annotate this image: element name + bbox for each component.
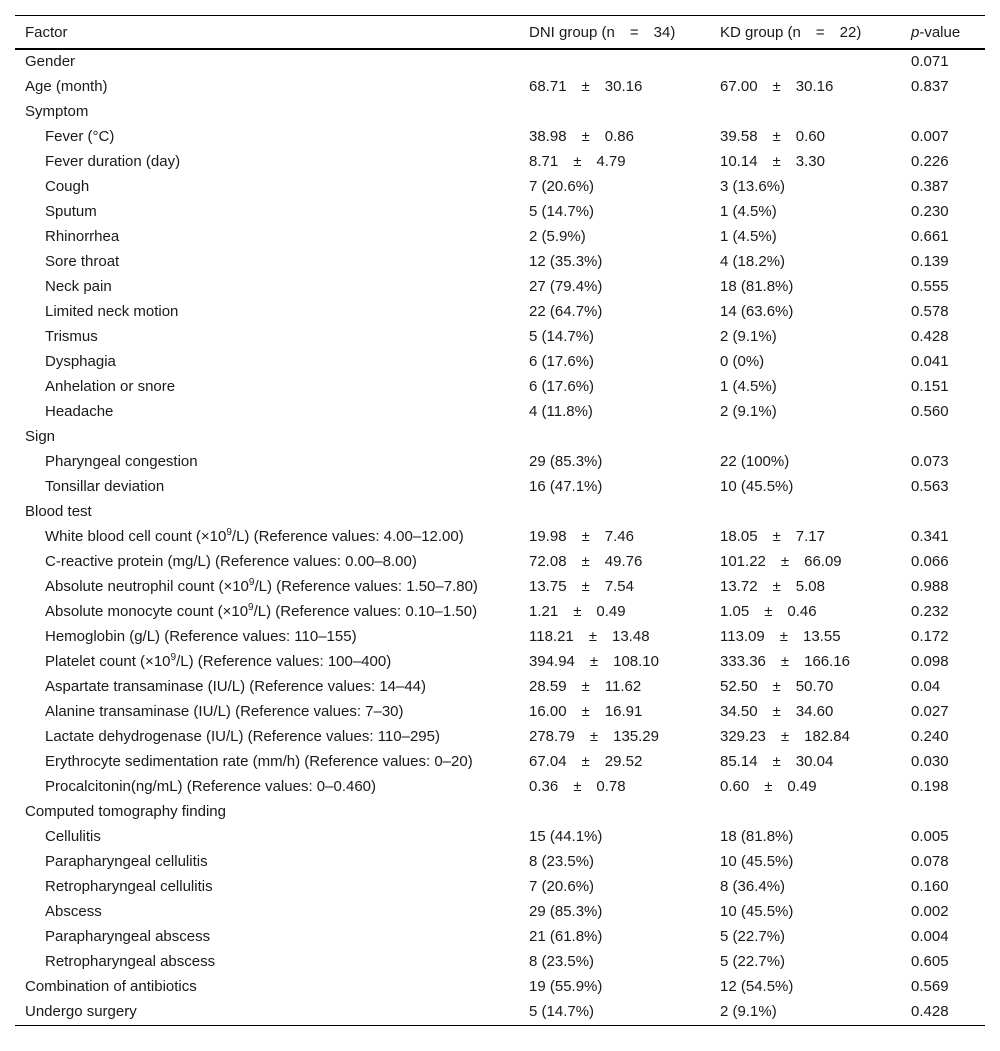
factor-label: Retropharyngeal cellulitis: [45, 878, 213, 895]
cell-dni-value: 21 (61.8%): [529, 928, 603, 945]
cell-factor: [15, 275, 519, 300]
cell-kd-value: 2 (9.1%): [720, 328, 777, 345]
cell-kd-value: 18 (81.8%): [720, 828, 794, 845]
cell-p-value: 0.073: [911, 453, 949, 470]
factor-label-post: /L) (Reference values: 1.50–7.80): [254, 578, 478, 595]
table-row: [15, 525, 985, 550]
cell-factor: [15, 675, 519, 700]
cell-kd-value: 329.23 ± 182.84: [720, 728, 850, 745]
table-row: [15, 500, 985, 525]
factor-label: Aspartate transaminase (IU/L) (Reference values: 14–44): [45, 678, 427, 695]
factor-label: Sputum: [45, 203, 97, 220]
cell-dni-value: 22 (64.7%): [529, 303, 603, 320]
cell-factor: [15, 650, 519, 675]
cell-p-value: 0.041: [911, 353, 949, 370]
cell-kd-value: [710, 500, 901, 525]
factor-label: Age (month): [25, 78, 108, 95]
cell-kd-value: 10.14 ± 3.30: [720, 153, 825, 170]
cell-p-value: 0.341: [911, 528, 949, 545]
cell-factor: [15, 400, 519, 425]
cell-p-value: 0.007: [911, 128, 949, 145]
cell-kd-value: 22 (100%): [720, 453, 790, 470]
cell-dni-value: 118.21 ± 13.48: [529, 628, 650, 645]
cell-dni-value: 72.08 ± 49.76: [529, 553, 643, 570]
factor-label-pre: Absolute monocyte count (×10: [45, 603, 249, 620]
cell-kd-value: 2 (9.1%): [720, 403, 777, 420]
cell-dni-value: [519, 800, 710, 825]
table-row: [15, 1000, 985, 1026]
factor-label-pre: Absolute neutrophil count (×10: [45, 578, 249, 595]
cell-p-value: 0.172: [911, 628, 949, 645]
cell-kd-value: 67.00 ± 30.16: [720, 78, 834, 95]
cell-kd-value: 0 (0%): [720, 353, 765, 370]
factor-label: Fever duration (day): [45, 153, 181, 170]
factor-label: Cellulitis: [45, 828, 101, 845]
cell-kd-value: [710, 425, 901, 450]
cell-factor: [15, 800, 519, 825]
cell-dni-value: 5 (14.7%): [529, 328, 595, 345]
factor-label: Lactate dehydrogenase (IU/L) (Reference values: 110–295): [45, 728, 440, 745]
factor-label-post: /L) (Reference values: 0.10–1.50): [253, 603, 478, 620]
cell-dni-value: [519, 49, 710, 75]
cell-p-value: 0.837: [911, 78, 949, 95]
table-row: [15, 925, 985, 950]
factor-label: C-reactive protein (mg/L) (Reference values: 0.00–8.00): [45, 553, 417, 570]
header-p-italic: p: [911, 23, 920, 41]
cell-dni-value: 8.71 ± 4.79: [529, 153, 626, 170]
cell-kd-value: 52.50 ± 50.70: [720, 678, 834, 695]
factor-label: Erythrocyte sedimentation rate (mm/h) (Reference values: 0–20): [45, 753, 473, 770]
table-row: [15, 275, 985, 300]
cell-kd-value: 14 (63.6%): [720, 303, 794, 320]
table-row: [15, 850, 985, 875]
table-row: [15, 725, 985, 750]
cell-p-value: 0.002: [911, 903, 949, 920]
factor-label: Parapharyngeal cellulitis: [45, 853, 208, 870]
cell-kd-value: [710, 800, 901, 825]
factor-label: Anhelation or snore: [45, 378, 176, 395]
cell-p-value: [901, 100, 985, 125]
cell-p-value: 0.560: [911, 403, 949, 420]
factor-label: Gender: [25, 53, 76, 70]
cell-factor: [15, 550, 519, 575]
cell-p-value: 0.198: [911, 778, 949, 795]
cell-dni-value: 2 (5.9%): [529, 228, 586, 245]
cell-dni-value: 278.79 ± 135.29: [529, 728, 659, 745]
cell-dni-value: [519, 100, 710, 125]
comparison-table: [15, 15, 985, 1026]
cell-p-value: 0.569: [911, 978, 949, 995]
factor-label: Symptom: [25, 103, 89, 120]
cell-factor: [15, 600, 519, 625]
factor-label: Procalcitonin(ng/mL) (Reference values: 0–0.460): [45, 778, 377, 795]
cell-factor: [15, 375, 519, 400]
cell-kd-value: 333.36 ± 166.16: [720, 653, 850, 670]
cell-dni-value: 8 (23.5%): [529, 953, 595, 970]
cell-kd-value: 8 (36.4%): [720, 878, 786, 895]
cell-dni-value: 5 (14.7%): [519, 1000, 710, 1026]
table-row: [15, 700, 985, 725]
table-row: [15, 350, 985, 375]
table-row: [15, 375, 985, 400]
cell-factor: [15, 725, 519, 750]
table-row: [15, 675, 985, 700]
cell-dni-value: 67.04 ± 29.52: [529, 753, 643, 770]
cell-factor: [15, 150, 519, 175]
cell-factor: [15, 450, 519, 475]
cell-p-value: 0.139: [911, 253, 949, 270]
cell-factor: [15, 175, 519, 200]
factor-label-sup: 9: [248, 602, 254, 613]
factor-label: Hemoglobin (g/L) (Reference values: 110–155): [45, 628, 357, 645]
table-row: [15, 325, 985, 350]
cell-factor: [15, 75, 519, 100]
cell-dni-value: 7 (20.6%): [529, 178, 595, 195]
cell-p-value: 0.005: [911, 828, 949, 845]
cell-factor: [15, 950, 519, 975]
cell-dni-value: 16.00 ± 16.91: [529, 703, 643, 720]
factor-label: Trismus: [45, 328, 98, 345]
cell-p-value: 0.563: [911, 478, 949, 495]
cell-kd-value: 113.09 ± 13.55: [720, 628, 841, 645]
factor-label: Undergo surgery: [25, 1003, 137, 1020]
cell-factor: [15, 225, 519, 250]
cell-p-value: 0.428: [911, 328, 949, 345]
factor-label: [25, 603, 477, 620]
cell-p-value: 0.030: [911, 753, 949, 770]
cell-factor: [15, 425, 519, 450]
cell-dni-value: 6 (17.6%): [529, 378, 595, 395]
cell-factor: [15, 575, 519, 600]
table-row: [15, 825, 985, 850]
cell-p-value: 0.232: [911, 603, 949, 620]
table-row: [15, 875, 985, 900]
factor-label: Alanine transaminase (IU/L) (Reference values: 7–30): [45, 703, 404, 720]
table-row: [15, 75, 985, 100]
cell-dni-value: 7 (20.6%): [529, 878, 595, 895]
cell-dni-value: 0.36 ± 0.78: [529, 778, 626, 795]
table-row: [15, 775, 985, 800]
cell-kd-value: 2 (9.1%): [710, 1000, 901, 1026]
table-row: [15, 425, 985, 450]
cell-dni-value: [519, 425, 710, 450]
cell-factor: [15, 825, 519, 850]
table-row: [15, 650, 985, 675]
cell-dni-value: 19 (55.9%): [529, 978, 603, 995]
cell-kd-value: 18.05 ± 7.17: [720, 528, 825, 545]
cell-kd-value: 10 (45.5%): [720, 853, 794, 870]
cell-dni-value: 394.94 ± 108.10: [529, 653, 659, 670]
cell-factor: [15, 100, 519, 125]
table-row: [15, 150, 985, 175]
factor-label: Blood test: [25, 503, 92, 520]
table-body: [15, 49, 985, 1026]
cell-factor: [15, 925, 519, 950]
cell-dni-value: 8 (23.5%): [529, 853, 595, 870]
cell-kd-value: 10 (45.5%): [720, 478, 794, 495]
cell-kd-value: 1.05 ± 0.46: [720, 603, 817, 620]
table-row: [15, 400, 985, 425]
cell-factor: [15, 875, 519, 900]
factor-label-post: /L) (Reference values: 100–400): [176, 653, 392, 670]
cell-p-value: 0.661: [911, 228, 949, 245]
cell-kd-value: 1 (4.5%): [720, 203, 777, 220]
cell-factor: [15, 250, 519, 275]
cell-kd-value: [710, 100, 901, 125]
cell-kd-value: 39.58 ± 0.60: [720, 128, 825, 145]
factor-label: Limited neck motion: [45, 303, 179, 320]
table-row: [15, 975, 985, 1000]
cell-kd-value: 13.72 ± 5.08: [720, 578, 825, 595]
factor-label: Parapharyngeal abscess: [45, 928, 211, 945]
factor-label: Computed tomography finding: [25, 803, 226, 820]
cell-factor: [15, 49, 519, 75]
cell-factor: [15, 775, 519, 800]
cell-p-value: 0.071: [911, 53, 949, 70]
cell-p-value: 0.066: [911, 553, 949, 570]
cell-p-value: 0.151: [911, 378, 949, 395]
cell-factor: [15, 850, 519, 875]
cell-kd-value: 34.50 ± 34.60: [720, 703, 834, 720]
table-row: [15, 450, 985, 475]
factor-label: Headache: [45, 403, 114, 420]
factor-label: Sign: [25, 428, 56, 445]
factor-label-pre: Platelet count (×10: [45, 653, 171, 670]
cell-p-value: [901, 800, 985, 825]
factor-label: Dysphagia: [45, 353, 116, 370]
cell-kd-value: 101.22 ± 66.09: [720, 553, 842, 570]
cell-factor: [15, 975, 519, 1000]
cell-p-value: 0.240: [911, 728, 949, 745]
factor-label: Fever (°C): [45, 128, 115, 145]
factor-label-sup: 9: [248, 577, 255, 588]
cell-p-value: 0.004: [911, 928, 949, 945]
table-row: [15, 300, 985, 325]
factor-label: Sore throat: [45, 253, 120, 270]
table-row: [15, 49, 985, 75]
cell-factor: [15, 200, 519, 225]
cell-dni-value: 19.98 ± 7.46: [529, 528, 634, 545]
cell-kd-value: 5 (22.7%): [720, 928, 786, 945]
header-p-value: [901, 16, 985, 50]
cell-kd-value: 18 (81.8%): [720, 278, 794, 295]
factor-label: Combination of antibiotics: [25, 978, 197, 995]
table-row: [15, 250, 985, 275]
table-row: [15, 600, 985, 625]
cell-p-value: 0.428: [901, 1000, 985, 1026]
cell-kd-value: 1 (4.5%): [720, 378, 777, 395]
cell-p-value: [901, 500, 985, 525]
cell-factor: [15, 125, 519, 150]
cell-kd-value: 1 (4.5%): [720, 228, 777, 245]
table-row: [15, 575, 985, 600]
cell-dni-value: 13.75 ± 7.54: [529, 578, 634, 595]
cell-kd-value: [710, 49, 901, 75]
cell-factor: [15, 1000, 519, 1026]
factor-label-post: /L) (Reference values: 4.00–12.00): [231, 528, 464, 545]
table-row: [15, 125, 985, 150]
cell-dni-value: 1.21 ± 0.49: [529, 603, 626, 620]
factor-label: Neck pain: [45, 278, 112, 295]
factor-label: Retropharyngeal abscess: [45, 953, 216, 970]
cell-p-value: 0.578: [911, 303, 949, 320]
table-container: [15, 15, 985, 1026]
factor-label-sup: 9: [170, 652, 177, 663]
factor-label: Cough: [45, 178, 90, 195]
factor-label: [25, 528, 464, 545]
factor-label: Tonsillar deviation: [45, 478, 165, 495]
cell-factor: [15, 300, 519, 325]
header-p-suffix: -value: [919, 23, 961, 41]
cell-dni-value: 16 (47.1%): [529, 478, 603, 495]
table-header-row: [15, 16, 985, 50]
cell-dni-value: 27 (79.4%): [529, 278, 603, 295]
cell-p-value: 0.078: [911, 853, 949, 870]
cell-factor: [15, 525, 519, 550]
cell-factor: [15, 625, 519, 650]
cell-kd-value: 12 (54.5%): [720, 978, 794, 995]
cell-kd-value: 0.60 ± 0.49: [720, 778, 817, 795]
factor-label: [25, 653, 391, 670]
cell-factor: [15, 700, 519, 725]
cell-p-value: 0.555: [911, 278, 949, 295]
cell-factor: [15, 325, 519, 350]
cell-p-value: 0.098: [911, 653, 949, 670]
cell-p-value: 0.160: [911, 878, 949, 895]
cell-dni-value: 38.98 ± 0.86: [529, 128, 634, 145]
table-row: [15, 750, 985, 775]
factor-label: Abscess: [45, 903, 102, 920]
header-dni-group: DNI group (n = 34): [519, 16, 710, 50]
cell-dni-value: 12 (35.3%): [529, 253, 603, 270]
cell-dni-value: 29 (85.3%): [529, 903, 603, 920]
cell-factor: [15, 900, 519, 925]
cell-kd-value: 10 (45.5%): [720, 903, 794, 920]
table-row: [15, 100, 985, 125]
cell-p-value: 0.230: [911, 203, 949, 220]
factor-label-sup: 9: [226, 527, 232, 538]
cell-dni-value: 6 (17.6%): [529, 353, 595, 370]
cell-factor: [15, 350, 519, 375]
table-row: [15, 475, 985, 500]
cell-kd-value: 85.14 ± 30.04: [720, 753, 834, 770]
cell-kd-value: 5 (22.7%): [720, 953, 786, 970]
table-row: [15, 175, 985, 200]
cell-dni-value: [519, 500, 710, 525]
cell-kd-value: 4 (18.2%): [720, 253, 786, 270]
cell-dni-value: 68.71 ± 30.16: [529, 78, 643, 95]
table-row: [15, 625, 985, 650]
cell-p-value: 0.04: [911, 678, 941, 695]
cell-factor: [15, 475, 519, 500]
cell-factor: [15, 750, 519, 775]
table-row: [15, 900, 985, 925]
factor-label-pre: White blood cell count (×10: [45, 528, 227, 545]
factor-label: Pharyngeal congestion: [45, 453, 198, 470]
factor-label: [25, 578, 478, 595]
cell-p-value: 0.226: [911, 153, 949, 170]
table-row: [15, 225, 985, 250]
cell-dni-value: 4 (11.8%): [529, 403, 593, 420]
cell-p-value: 0.988: [911, 578, 949, 595]
cell-p-value: 0.387: [911, 178, 949, 195]
header-kd-group: KD group (n = 22): [710, 16, 901, 50]
cell-factor: [15, 500, 519, 525]
cell-dni-value: 15 (44.1%): [529, 828, 603, 845]
cell-p-value: 0.605: [911, 953, 949, 970]
table-row: [15, 800, 985, 825]
table-row: [15, 550, 985, 575]
table-row: [15, 950, 985, 975]
factor-label: Rhinorrhea: [45, 228, 120, 245]
cell-kd-value: 3 (13.6%): [720, 178, 786, 195]
cell-dni-value: 5 (14.7%): [529, 203, 595, 220]
header-factor: Factor: [15, 16, 519, 50]
cell-dni-value: 29 (85.3%): [529, 453, 603, 470]
cell-p-value: [901, 425, 985, 450]
table-row: [15, 200, 985, 225]
cell-dni-value: 28.59 ± 11.62: [529, 678, 642, 695]
cell-p-value: 0.027: [911, 703, 949, 720]
